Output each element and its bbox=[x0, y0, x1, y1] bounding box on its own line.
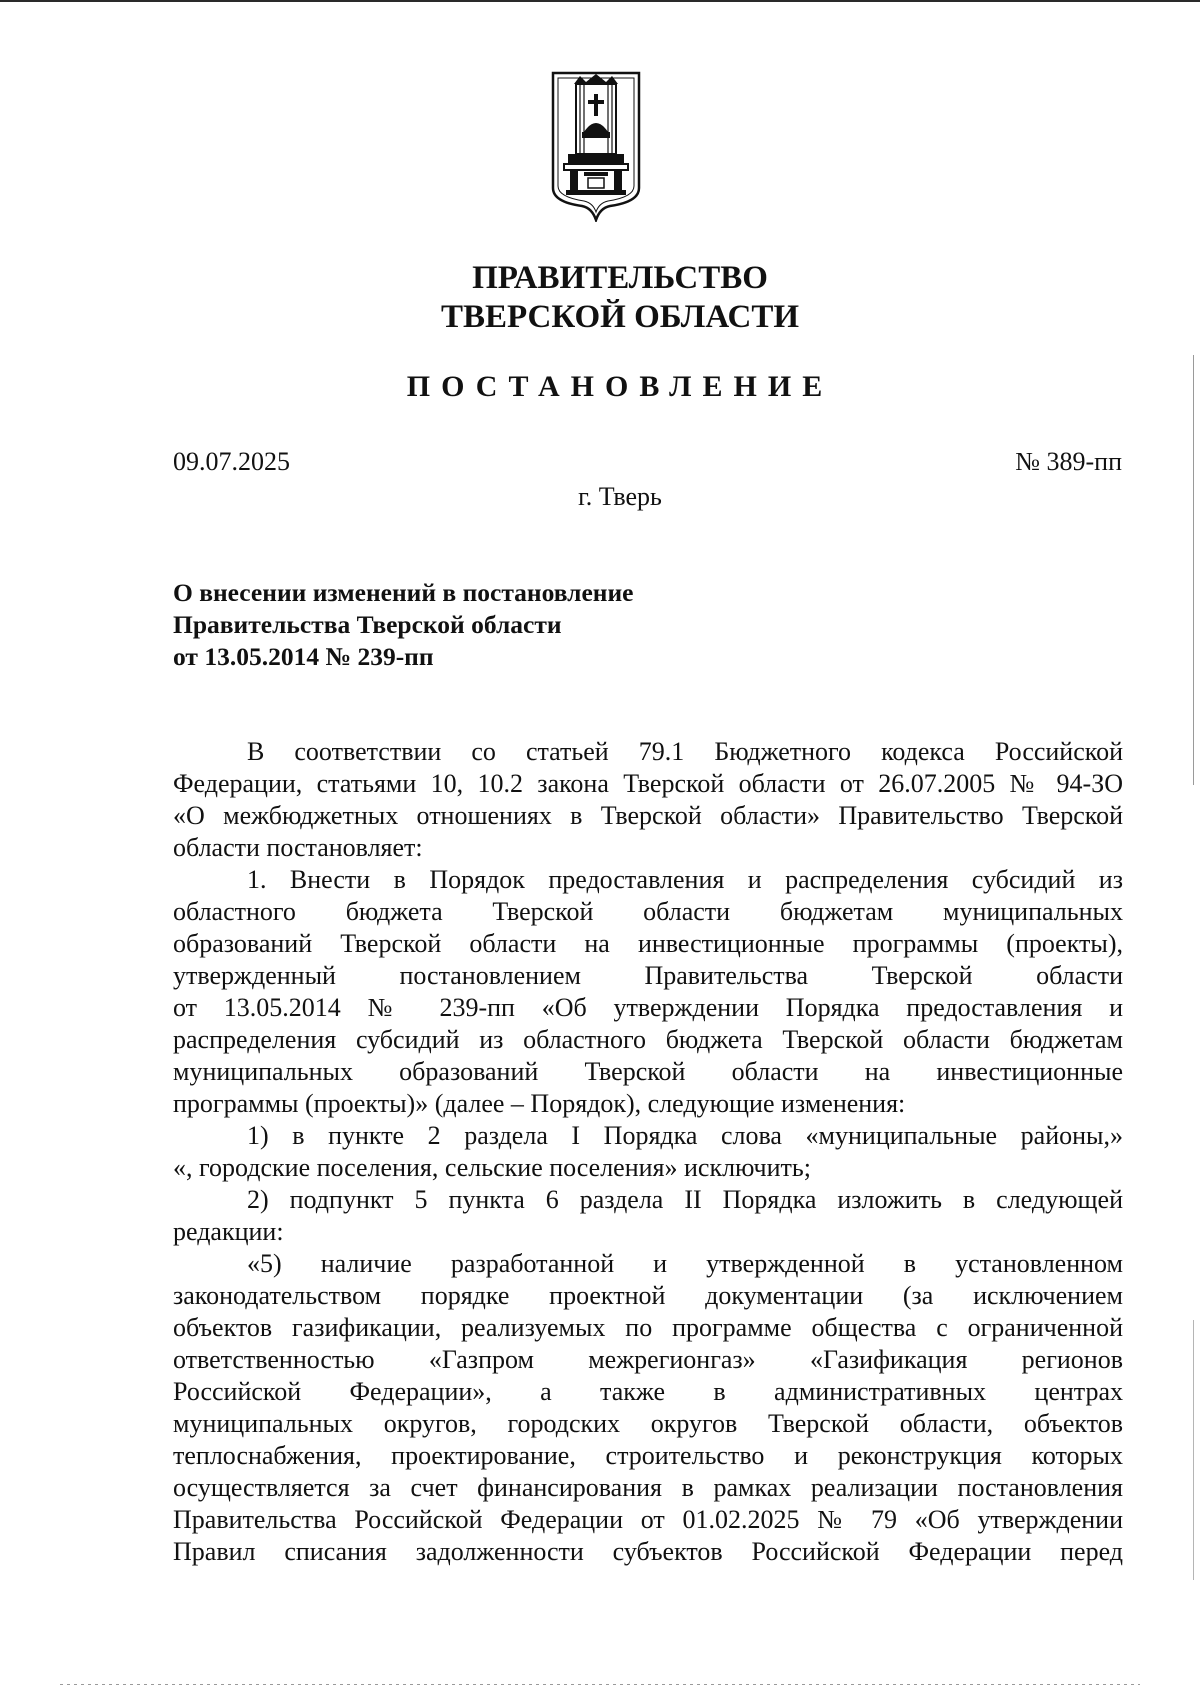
body-line: «5) наличие разработанной и утвержденной в установленном bbox=[247, 1249, 1123, 1278]
body-line: от 13.05.2014 № 239-пп «Об утверждении Порядка предоставления и bbox=[173, 993, 1123, 1022]
body-line: 2) подпункт 5 пункта 6 раздела II Порядка изложить в следующей bbox=[247, 1185, 1123, 1214]
body-line: осуществляется за счет финансирования в рамках реализации постановления bbox=[173, 1473, 1123, 1502]
body-line: «О межбюджетных отношениях в Тверской области» Правительство Тверской bbox=[173, 801, 1123, 830]
body-line: Правил списания задолженности субъектов Российской Федерации перед bbox=[173, 1537, 1123, 1566]
document-date: 09.07.2025 bbox=[173, 447, 290, 476]
body-line: распределения субсидий из областного бюджета Тверской области бюджетам bbox=[173, 1025, 1123, 1054]
body-line: ответственностью «Газпром межрегионгаз» «Газификация регионов bbox=[173, 1345, 1123, 1374]
body-line: образований Тверской области на инвестиционные программы (проекты), bbox=[173, 929, 1123, 958]
body-line: «, городские поселения, сельские поселения» исключить; bbox=[173, 1153, 811, 1182]
body-line: областного бюджета Тверской области бюджетам муниципальных bbox=[173, 897, 1123, 926]
scan-edge-top bbox=[0, 0, 1200, 2]
scan-edge-bottom bbox=[60, 1684, 1140, 1685]
body-line: программы (проекты)» (далее – Порядок), следующие изменения: bbox=[173, 1089, 906, 1118]
subject-line: О внесении изменений в постановление bbox=[173, 578, 634, 607]
document-body bbox=[173, 736, 1123, 1568]
subject-line: Правительства Тверской области bbox=[173, 610, 562, 639]
document-type: ПОСТАНОВЛЕНИЕ bbox=[406, 370, 834, 403]
body-line: редакции: bbox=[173, 1217, 284, 1246]
body-line: В соответствии со статьей 79.1 Бюджетного кодекса Российской bbox=[247, 737, 1123, 766]
body-line: объектов газификации, реализуемых по программе общества с ограниченной bbox=[173, 1313, 1123, 1342]
organization-name-line2: ТВЕРСКОЙ ОБЛАСТИ bbox=[440, 299, 800, 335]
organization-name-line1: ПРАВИТЕЛЬСТВО bbox=[472, 260, 768, 296]
document-number: № 389-пп bbox=[1015, 447, 1122, 476]
body-line: 1. Внести в Порядок предоставления и распределения субсидий из bbox=[247, 865, 1123, 894]
body-line: утвержденный постановлением Правительства Тверской области bbox=[173, 961, 1123, 990]
document-subject bbox=[173, 577, 634, 673]
coat-of-arms-icon bbox=[550, 70, 642, 222]
subject-line: от 13.05.2014 № 239-пп bbox=[173, 642, 434, 671]
body-line: Правительства Российской Федерации от 01.02.2025 № 79 «Об утверждении bbox=[173, 1505, 1123, 1534]
document-city: г. Тверь bbox=[578, 482, 662, 511]
body-line: муниципальных округов, городских округов Тверской области, объектов bbox=[173, 1409, 1123, 1438]
body-line: 1) в пункте 2 раздела I Порядка слова «муниципальные районы,» bbox=[247, 1121, 1123, 1150]
scan-edge-right bbox=[1193, 355, 1194, 785]
body-line: муниципальных образований Тверской области на инвестиционные bbox=[173, 1057, 1123, 1086]
body-line: законодательством порядке проектной документации (за исключением bbox=[173, 1281, 1123, 1310]
scan-edge-right-lower bbox=[1193, 1320, 1194, 1580]
body-line: области постановляет: bbox=[173, 833, 423, 862]
body-line: Российской Федерации», а также в административных центрах bbox=[173, 1377, 1123, 1406]
body-line: теплоснабжения, проектирование, строительство и реконструкция которых bbox=[173, 1441, 1123, 1470]
body-line: Федерации, статьями 10, 10.2 закона Тверской области от 26.07.2005 № 94-ЗО bbox=[173, 769, 1123, 798]
